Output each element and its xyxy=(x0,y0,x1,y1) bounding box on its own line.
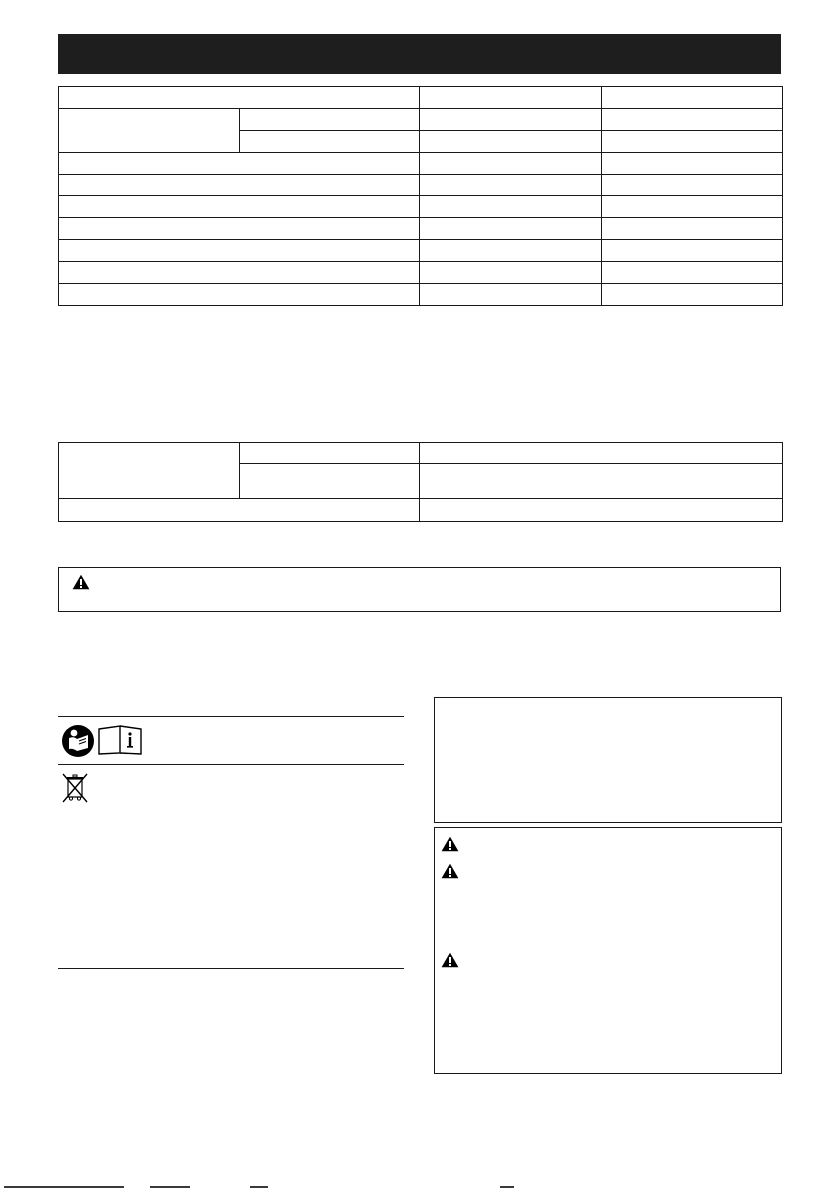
table-cell xyxy=(59,87,420,109)
table-cell xyxy=(420,464,783,499)
warning-triangle-icon xyxy=(72,574,90,590)
table-cell xyxy=(602,152,783,174)
cropped-footer-text xyxy=(0,1186,840,1192)
crossed-bin-icon xyxy=(60,772,90,804)
table-cell xyxy=(240,443,420,464)
table-cell xyxy=(420,499,783,522)
table-cell xyxy=(602,262,783,284)
table-cell xyxy=(59,443,240,499)
table-cell xyxy=(602,284,783,306)
divider xyxy=(58,716,404,717)
table-cell xyxy=(59,499,420,522)
section-header-bar xyxy=(58,34,781,74)
info-book-icon xyxy=(98,725,142,755)
table-cell xyxy=(420,87,602,109)
table-row xyxy=(59,240,783,262)
divider xyxy=(58,764,404,765)
table-cell xyxy=(59,196,420,218)
warning-triangle-icon xyxy=(441,836,459,852)
notice-box xyxy=(434,697,782,823)
table-cell xyxy=(420,108,602,130)
table-cell xyxy=(240,464,420,499)
table-cell xyxy=(602,87,783,109)
table-cell xyxy=(602,174,783,196)
table-cell xyxy=(59,218,420,240)
read-manual-icon xyxy=(61,724,95,758)
table-row xyxy=(59,499,783,522)
table-row xyxy=(59,262,783,284)
table-cell xyxy=(602,196,783,218)
warning-triangle-icon xyxy=(441,952,459,968)
table-cell xyxy=(59,284,420,306)
table-row xyxy=(59,87,783,109)
table-row xyxy=(59,443,783,464)
table-cell xyxy=(240,130,420,152)
table-cell xyxy=(240,108,420,130)
table-cell xyxy=(420,196,602,218)
battery-charger-table xyxy=(58,442,783,522)
specifications-table xyxy=(58,86,783,306)
warning-triangle-icon xyxy=(441,863,459,879)
table-row xyxy=(59,174,783,196)
symbols-section xyxy=(58,716,404,970)
table-cell xyxy=(59,174,420,196)
table-row xyxy=(59,284,783,306)
table-cell xyxy=(59,108,240,152)
table-cell xyxy=(602,130,783,152)
table-cell xyxy=(420,152,602,174)
table-cell xyxy=(420,174,602,196)
table-cell xyxy=(420,130,602,152)
table-row xyxy=(59,196,783,218)
table-cell xyxy=(602,240,783,262)
table-row xyxy=(59,108,783,130)
table-row xyxy=(59,152,783,174)
table-cell xyxy=(59,152,420,174)
table-cell xyxy=(420,240,602,262)
table-cell xyxy=(420,218,602,240)
table-cell xyxy=(420,262,602,284)
table-cell xyxy=(602,218,783,240)
table-cell xyxy=(602,108,783,130)
table-cell xyxy=(420,443,783,464)
table-cell xyxy=(420,284,602,306)
table-cell xyxy=(59,262,420,284)
divider xyxy=(58,968,404,969)
safety-warning-box xyxy=(434,827,782,1074)
table-row xyxy=(59,218,783,240)
table-cell xyxy=(59,240,420,262)
warning-notice-box xyxy=(58,567,781,612)
